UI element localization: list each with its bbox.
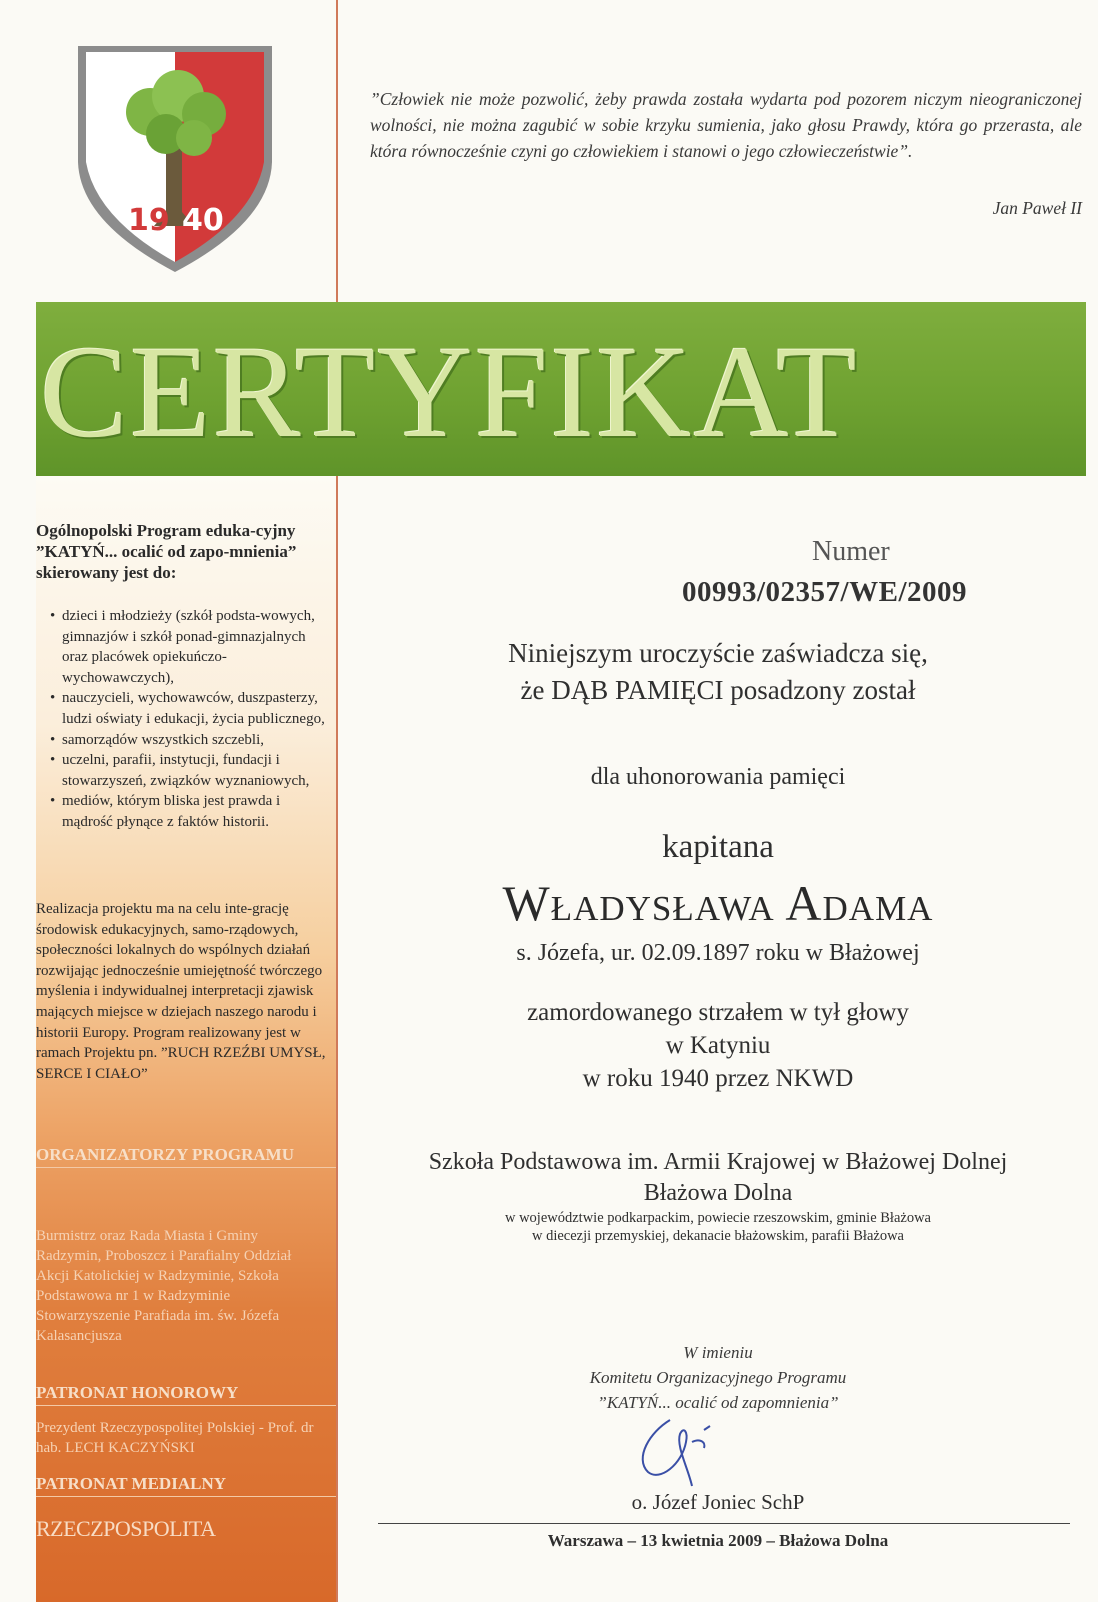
list-item: • mediów, którym bliska jest prawda i mądrość płynące z faktów historii. [50,791,332,832]
death-info-1: zamordowanego strzałem w tył głowy [527,999,909,1026]
honoree-name: Władysława Adama [502,875,934,931]
emblem-year-left: 19 [128,203,170,238]
on-behalf-line-2: Komitetu Organizacyjnego Programu [589,1368,847,1387]
location-line-1: w województwie podkarpackim, powiecie rzeszowskim, gminie Błażowa [504,1210,931,1226]
location-line-2: w diecezji przemyskiej, dekanacie błażowskim, parafii Błażowa [531,1228,904,1244]
death-info-3: w roku 1940 przez NKWD [582,1065,854,1092]
rzeczpospolita-logo: RZECZPOSPOLITA [36,1516,216,1541]
organizers-text: Burmistrz oraz Rada Miasta i Gminy Radzymin, Proboszcz i Parafialny Oddział Akcji Katolickiej w Radzyminie, Szkoła Podstawowa nr 1 w Radzyminie Stowarzyszenie Parafiada im. św. Józefa Kalasancjusza [36,1228,292,1344]
school-town: Błażowa Dolna [643,1180,793,1206]
quote-author: Jan Paweł II [992,198,1082,218]
birth-info: s. Józefa, ur. 02.09.1897 roku w Błażowej [516,940,920,966]
attestation-line-2: że DĄB PAMIĘCI posadzony został [520,675,916,705]
list-item: • dzieci i młodzieży (szkół podsta-wowych, gimnazjów i szkół ponad-gimnazjalnych oraz placówek opiekuńczo-wychowawczych), [50,606,332,688]
audience-list [50,606,332,833]
project-description: Realizacja projektu ma na celu inte-grację środowisk edukacyjnych, samo-rządowych, społeczności lokalnych do wspólnych działań rozwijając jednocześnie umiejętność twórczego myślenia i indywidualnej interpretacji zjawisk mających miejsce w dziejach naszego narodu i historii Europy. Program realizowany jest w ramach Projektu pn. ”RUCH RZEŹBI UMYSŁ, SERCE I CIAŁO” [36,901,326,1082]
list-item: • uczelni, parafii, instytucji, fundacji i stowarzyszeń, związków wyznaniowych, [50,750,332,791]
on-behalf-line-1: W imieniu [683,1343,753,1362]
number-label: Numer [812,536,890,567]
emblem-year-right: 40 [182,203,224,238]
honorary-patronage-heading: PATRONAT HONOROWY [36,1383,336,1406]
signature-divider [378,1523,1070,1524]
organizers-heading: ORGANIZATORZY PROGRAMU [36,1145,336,1168]
program-heading: Ogólnopolski Program eduka-cyjny ”KATYŃ... ocalić od zapo-mnienia” skierowany jest do: [36,521,297,582]
attestation-line-1: Niniejszym uroczyście zaświadcza się, [508,638,928,668]
certificate-title: CERTYFIKAT [40,318,859,465]
honorary-patronage-text: Prezydent Rzeczypospolitej Polskiej - Prof. dr hab. LECH KACZYŃSKI [36,1420,314,1456]
signer-name: o. Józef Joniec SchP [631,1490,805,1514]
katyn-emblem-logo [70,42,280,277]
rank: kapitana [662,829,774,865]
honor-line: dla uhonorowania pamięci [590,764,846,790]
quote-text: ”Człowiek nie może pozwolić, żeby prawda została wydarta pod pozorem niczym nieograniczonej wolności, nie można zagubić w sobie krzyku sumienia, jako głosu Prawdy, która go przerasta, ale która równocześnie czyni go człowiekiem i stanowi o jego człowieczeństwie”. [370,89,1082,161]
on-behalf-line-3: ”KATYŃ... ocalić od zapomnienia” [597,1393,839,1412]
list-item: • nauczycieli, wychowawców, duszpasterzy, ludzi oświaty i edukacji, życia publicznego, [50,688,332,729]
list-item: • samorządów wszystkich szczebli, [50,730,332,751]
handwritten-signature [630,1412,760,1492]
media-patronage-heading: PATRONAT MEDIALNY [36,1474,336,1497]
death-info-2: w Katyniu [665,1032,771,1059]
place-and-date: Warszawa – 13 kwietnia 2009 – Błażowa Dolna [547,1531,889,1550]
certificate-number: 00993/02357/WE/2009 [682,576,968,608]
school-name: Szkoła Podstawowa im. Armii Krajowej w Błażowej Dolnej [428,1149,1008,1175]
